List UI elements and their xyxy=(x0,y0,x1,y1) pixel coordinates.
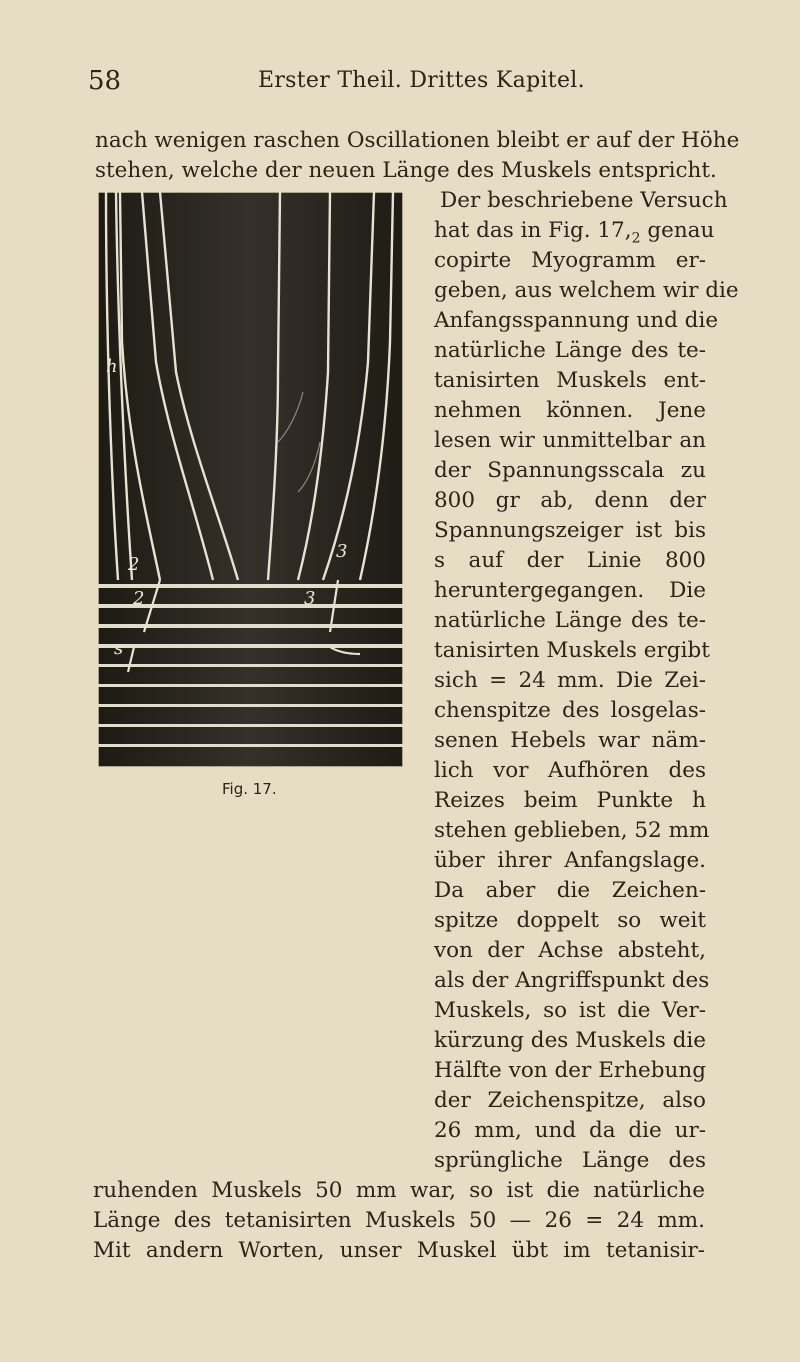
text-line: Anfangsspannung und die xyxy=(434,308,719,333)
text-line: heruntergegangen. Die xyxy=(434,578,706,603)
text-line: Mit andern Worten, unser Muskel übt im tetanisir- xyxy=(93,1238,705,1263)
text-line: nach wenigen raschen Oscillationen bleibt er auf der Höhe xyxy=(95,128,740,153)
text-line: tanisirten Muskels ent- xyxy=(434,368,706,393)
text-line: ruhenden Muskels 50 mm war, so ist die natürliche xyxy=(93,1178,705,1203)
text-line: über ihrer Anfangslage. xyxy=(434,848,706,873)
text-line: lich vor Aufhören des xyxy=(434,758,706,783)
myogram-figure xyxy=(98,192,403,767)
text-line: s auf der Linie 800 xyxy=(434,548,706,573)
text-line: der Spannungsscala zu xyxy=(434,458,706,483)
text-line: nehmen können. Jene xyxy=(434,398,706,423)
text-line: Muskels, so ist die Ver- xyxy=(434,998,706,1023)
text-line: Spannungszeiger ist bis xyxy=(434,518,706,543)
text-line: 26 mm, und da die ur- xyxy=(434,1118,706,1143)
text-line: natürliche Länge des te- xyxy=(434,608,706,633)
text-line: natürliche Länge des te- xyxy=(434,338,706,363)
text-line: Der beschriebene Versuch xyxy=(440,188,728,213)
running-head: Erster Theil. Drittes Kapitel. xyxy=(258,68,585,93)
text-line: lesen wir unmittelbar an xyxy=(434,428,706,453)
text-line: stehen, welche der neuen Länge des Muskels entspricht. xyxy=(95,158,717,183)
text-line: senen Hebels war näm- xyxy=(434,728,706,753)
text-line: von der Achse absteht, xyxy=(434,938,706,963)
page-number: 58 xyxy=(88,66,122,96)
label-s: s xyxy=(114,638,124,659)
text-line: sprüngliche Länge des xyxy=(434,1148,706,1173)
label-3-upper: 3 xyxy=(336,541,348,562)
text-line: stehen geblieben, 52 mm xyxy=(434,818,710,843)
text-line: Hälfte von der Erhebung xyxy=(434,1058,706,1083)
text-line: hat das in Fig. $17,_2$ genau xyxy=(434,218,715,247)
text-line: der Zeichenspitze, also xyxy=(434,1088,706,1113)
text-line: chenspitze des losgelas- xyxy=(434,698,706,723)
label-2-upper: 2 xyxy=(128,554,140,575)
label-3-lower: 3 xyxy=(304,588,316,609)
text-line: Da aber die Zeichen- xyxy=(434,878,706,903)
label-h: h xyxy=(106,356,118,377)
figure-caption: Fig. 17. xyxy=(222,780,277,798)
text-line: als der Angriffspunkt des xyxy=(434,968,710,993)
page-header xyxy=(88,66,712,106)
label-2-lower: 2 xyxy=(133,588,145,609)
text-line: kürzung des Muskels die xyxy=(434,1028,706,1053)
text-line: Reizes beim Punkte h xyxy=(434,788,706,813)
text-line: geben, aus welchem wir die xyxy=(434,278,739,303)
text-line: 800 gr ab, denn der xyxy=(434,488,706,513)
text-line: sich = 24 mm. Die Zei- xyxy=(434,668,706,693)
text-line: Länge des tetanisirten Muskels 50 — 26 = 24 mm. xyxy=(93,1208,705,1233)
text-line: tanisirten Muskels ergibt xyxy=(434,638,710,663)
text-line: copirte Myogramm er- xyxy=(434,248,706,273)
text-line: spitze doppelt so weit xyxy=(434,908,706,933)
